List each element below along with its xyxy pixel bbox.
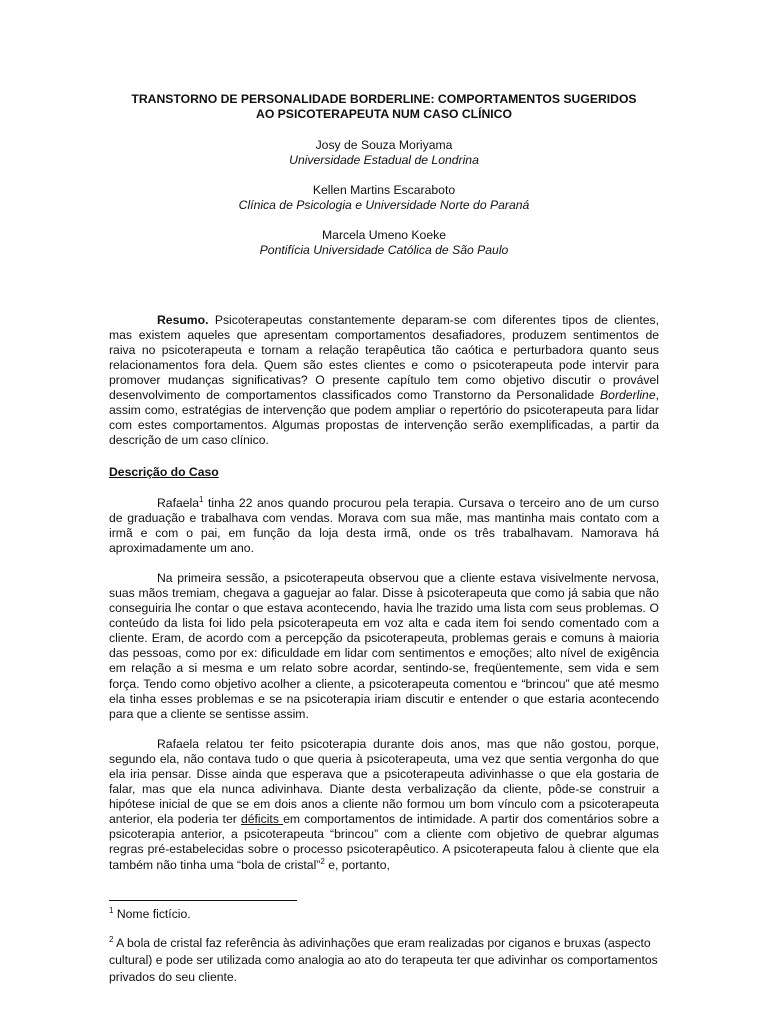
author-2 (109, 183, 659, 213)
footnote-divider (109, 900, 297, 901)
author-affiliation: Clínica de Psicologia e Universidade Norte do Paraná (238, 198, 530, 213)
footnote-2 (109, 935, 659, 986)
author-3 (109, 228, 659, 258)
author-1 (109, 138, 659, 168)
paragraph-text: em comportamentos de intimidade. A partir dos comentários sobre a psicoterapia anterior, a psicoterapeuta “brincou” com a cliente com objetivo de quebrar algumas regras pré-estabelecidas sobre o processo psicoterapêutico. A psicoterapeuta falou à cliente que ela também não tinha uma “bola de cristal” (109, 812, 659, 872)
paper-title (109, 92, 659, 121)
underlined-term: déficits (240, 812, 284, 827)
paragraph-text: tinha 22 anos quando procurou pela terapia. Cursava o terceiro ano de um curso de graduação e trabalhava com vendas. Morava com sua mãe, mas mantinha mais contato com a irmã e com o pai, em função da loja desta irmã, onde os três trabalhavam. Namorava há aproximadamente um ano. (109, 495, 659, 555)
footnote-mark: 2 (109, 935, 114, 944)
title-line-2: AO PSICOTERAPEUTA NUM CASO CLÍNICO (256, 106, 512, 121)
footnotes (109, 906, 659, 986)
title-line-1: TRANSTORNO DE PERSONALIDADE BORDERLINE: COMPORTAMENTOS SUGERIDOS (131, 92, 637, 106)
footnote-1 (109, 906, 659, 923)
abstract-italic-term: Borderline (600, 388, 656, 403)
paragraph-1 (109, 496, 659, 556)
paragraph-3 (109, 737, 659, 873)
abstract (109, 313, 659, 449)
abstract-text-cont: , assim como, estratégias de intervenção que podem ampliar o repertório do psicoterapeuta para lidar com estes comportamentos. Algumas propostas de intervenção serão exemplificadas, a partir da descrição de um caso clínico. (109, 388, 659, 448)
paragraph-text: e, portanto, (324, 857, 390, 872)
footnote-mark: 1 (109, 906, 114, 915)
abstract-label: Resumo. (157, 312, 209, 327)
section-heading: Descrição do Caso (109, 465, 219, 480)
footnote-ref-1[interactable]: 1 (199, 494, 204, 504)
paragraph-text: Rafaela relatou ter feito psicoterapia durante dois anos, mas que não gostou, porque, segundo ela, não contava tudo o que queria à psicoterapeuta, uma vez que sentia vergonha do que ela iria pensar. Disse ainda que esperava que a psicoterapeuta adivinhasse o que ela gostaria de falar, mas que ela nunca adivinhava. Diante desta verbalização da cliente, pôde-se construir a hipótese inicial de que se em dois anos a cliente não formou um bom vínculo com a psicoterapeuta anterior, ela poderia ter (109, 736, 659, 827)
document-page (109, 92, 659, 885)
author-affiliation: Pontifícia Universidade Católica de São Paulo (259, 243, 509, 258)
abstract-text: Psicoterapeutas constantemente deparam-se com diferentes tipos de clientes, mas existem aqueles que apresentam comportamentos desafiadores, produzem sentimentos de raiva no psicoterapeuta e tornam a relação terapêutica tão caótica e perturbadora quanto seus relacionamentos fora dela. Quem são estes clientes e como o psicoterapeuta pode intervir para promover mudanças significativas? O presente capítulo tem como objetivo discutir o provável desenvolvimento de comportamentos classificados como Transtorno da Personalidade (109, 312, 659, 403)
author-name: Josy de Souza Moriyama (315, 138, 453, 152)
footnote-text: A bola de cristal faz referência às adivinhações que eram realizadas por ciganos e bruxas (aspecto cultural) e pode ser utilizada como analogia ao ato do terapeuta ter que adivinhar os comportamentos privados do seu cliente. (109, 936, 658, 984)
footnote-text: Nome fictício. (113, 907, 191, 921)
author-affiliation: Universidade Estadual de Londrina (289, 153, 479, 168)
paragraph-2: Na primeira sessão, a psicoterapeuta observou que a cliente estava visivelmente nervosa, suas mãos tremiam, chegava a gaguejar ao falar. Disse à psicoterapeuta que como já sabia que não conseguiria lhe contar o que estava acontecendo, havia lhe trazido uma lista com seus problemas. O conteúdo da lista foi lido pela psicoterapeuta em voz alta e cada item foi sendo comentado com a cliente. Eram, de acordo com a percepção da psicoterapeuta, problemas gerais e comuns à maioria das pessoas, como por ex: dificuldade em lidar com sentimentos e emoções; alto nível de exigência em relação a si mesma e um relato sobre acordar, sentindo-se, freqüentemente, sem vida e sem força. Tendo como objetivo acolher a cliente, a psicoterapeuta comentou e “brincou” que até mesmo ela tinha esses problemas e se na psicoterapia iriam discutir e entender o que estaria acontecendo para que a cliente se sentisse assim. (109, 570, 659, 721)
footnote-ref-2[interactable]: 2 (320, 856, 325, 866)
author-name: Kellen Martins Escaraboto (312, 183, 456, 198)
author-name: Marcela Umeno Koeke (322, 228, 446, 243)
paragraph-text: Rafaela (157, 495, 200, 510)
